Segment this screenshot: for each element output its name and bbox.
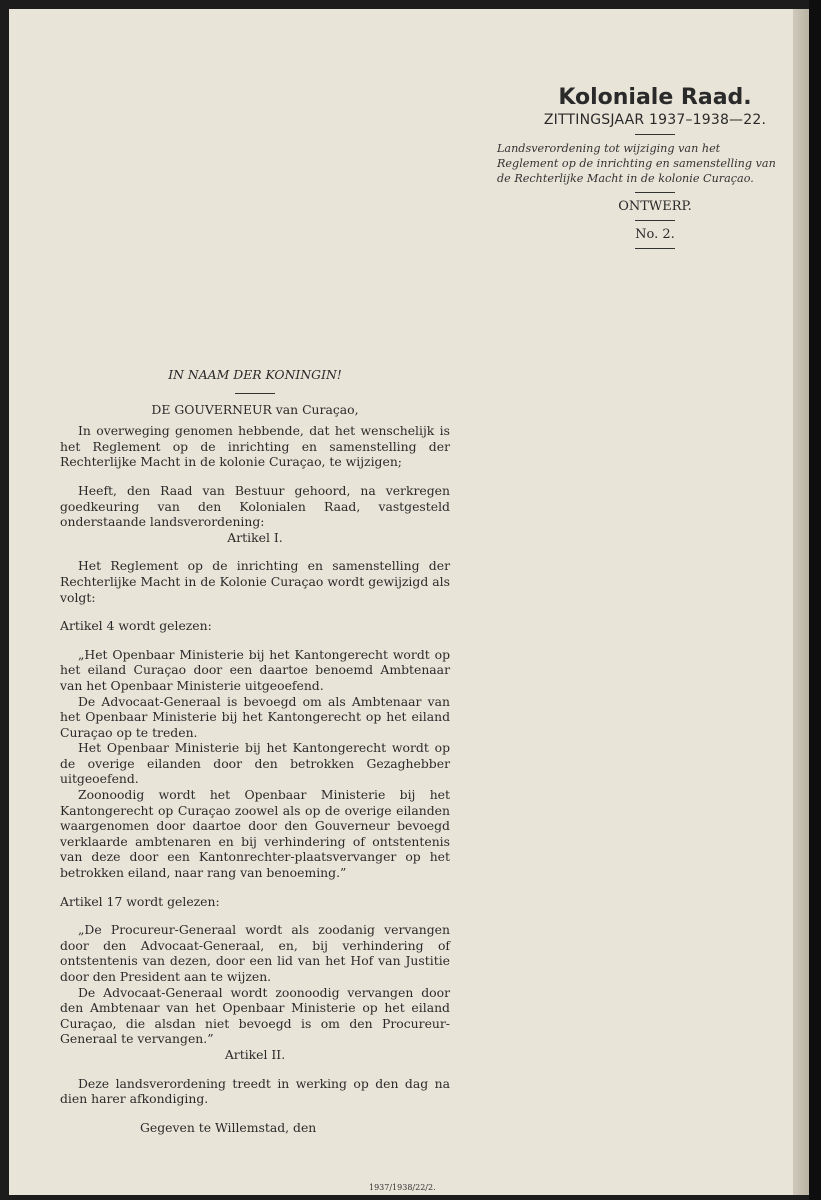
- body-divider: [235, 393, 275, 394]
- article17-paragraph: De Advocaat-Generaal wordt zoonoodig vervangen door den Ambtenaar van het Openbaar Ministerie op het eiland Curaçao, die alsdan niet bevoegd is om den Procureur-Generaal te vervangen.”: [60, 984, 450, 1047]
- session-year: ZITTINGSJAAR 1937–1938—22.: [543, 112, 767, 128]
- article4-paragraph: De Advocaat-Generaal is bevoegd om als Ambtenaar van het Openbaar Ministerie bij het Kantongerecht op het eiland Curaçao op te treden.: [60, 693, 450, 740]
- header-divider: [635, 248, 675, 249]
- governor-line: DE GOUVERNEUR van Curaçao,: [151, 401, 359, 417]
- header-divider: [635, 220, 675, 221]
- enacting-paragraph: Heeft, den Raad van Bestuur gehoord, na verkregen goedkeuring van den Kolonialen Raad, vastgesteld onderstaande landsverordening:: [60, 482, 450, 530]
- considering-paragraph: In overweging genomen hebbende, dat het wenschelijk is het Reglement op de inrichting en samenstelling der Rechterlijke Macht in de kolonie Curaçao, te wijzigen;: [60, 423, 450, 470]
- footer-code: 1937/1938/22/2.: [369, 1183, 436, 1192]
- header-divider: [635, 134, 675, 135]
- ordinance-description: Landsverordening tot wijziging van het Reglement op de inrichting en samenstelling van de Rechterlijke Macht in de kolonie Curaçao.: [497, 142, 776, 185]
- document-page: [9, 9, 793, 1195]
- article4-heading: Artikel 4 wordt gelezen:: [60, 618, 212, 634]
- council-title: Koloniale Raad.: [558, 85, 752, 110]
- article4-paragraph: Het Openbaar Ministerie bij het Kantongerecht wordt op de overige eilanden door den betrokken Gezaghebber uitgeoefend.: [60, 740, 450, 787]
- header-divider: [635, 192, 675, 193]
- document-number: No. 2.: [635, 227, 675, 242]
- article17-paragraph: „De Procureur-Generaal wordt als zoodanig vervangen door den Advocaat-Generaal, en, bij verhindering of ontstentenis van dezen, door een lid van het Hof van Justitie door den President aan te wijzen.: [60, 922, 450, 984]
- invocation: IN NAAM DER KONINGIN!: [168, 367, 342, 382]
- article1-intro: Het Reglement op de inrichting en samenstelling der Rechterlijke Macht in de Kolonie Curaçao wordt gewijzigd als volgt:: [60, 558, 450, 605]
- ordinance-body: [60, 367, 450, 1135]
- draft-label: ONTWERP.: [618, 199, 692, 214]
- article4-paragraph: Zoonoodig wordt het Openbaar Ministerie bij het Kantongerecht op Curaçao zoowel als op de overige eilanden waargenomen door daartoe door den Gouverneur bevoegd verklaarde ambtenaren en bij verhindering of ontstentenis van deze door een Kantonrechter-plaatsvervanger op het betrokken eiland, naar rang van benoeming.”: [60, 787, 450, 881]
- adjacent-page-edge: [793, 9, 809, 1195]
- article-heading: Artikel I.: [227, 529, 283, 545]
- article17-heading: Artikel 17 wordt gelezen:: [60, 893, 220, 909]
- article4-paragraph: „Het Openbaar Ministerie bij het Kantongerecht wordt op het eiland Curaçao door een daartoe benoemd Ambtenaar van het Openbaar Ministerie uitgeoefend.: [60, 646, 450, 693]
- document-header: [489, 85, 781, 255]
- article2-text: Deze landsverordening treedt in werking op den dag na dien harer afkondiging.: [60, 1075, 450, 1107]
- article-heading: Artikel II.: [224, 1046, 286, 1062]
- scan-border: [809, 0, 821, 1200]
- given-at-line: Gegeven te Willemstad, den: [140, 1119, 317, 1135]
